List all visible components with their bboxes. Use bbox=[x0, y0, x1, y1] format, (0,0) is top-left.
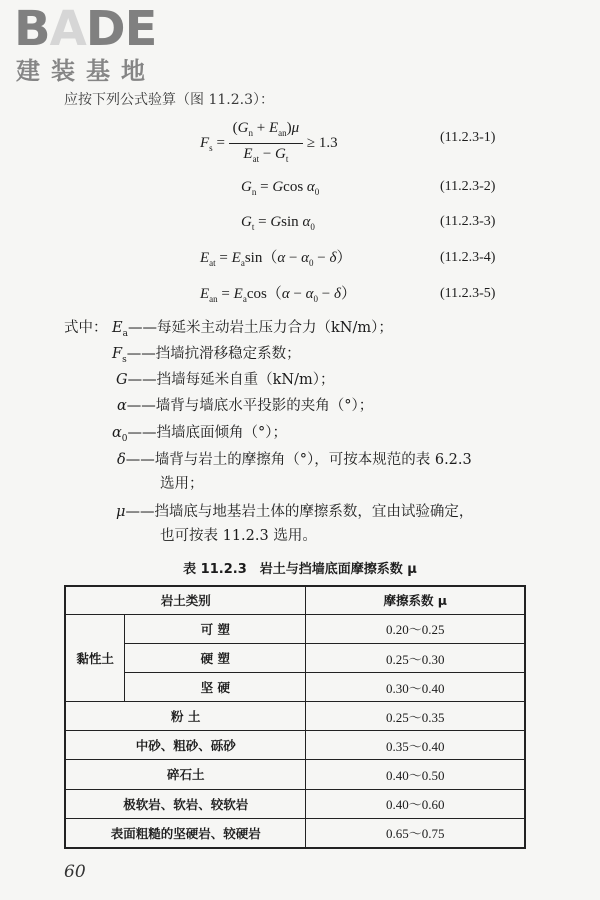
definition-text: ——墙背与墙底水平投影的夹角（°）； bbox=[126, 398, 374, 414]
intro-text: 应按下列公式验算（图 11.2.3）： bbox=[64, 92, 274, 108]
definition-text: ——挡墙抗滑移稳定系数； bbox=[126, 346, 301, 362]
table-row bbox=[65, 818, 525, 848]
row-type: 碎石土 bbox=[65, 760, 306, 789]
logo-subtitle: 建装基地 bbox=[16, 57, 156, 85]
definition-text: ——挡墙底面倾角（°）； bbox=[127, 425, 288, 441]
definition-text: ——每延米主动岩土压力合力（kN/m）； bbox=[127, 320, 393, 336]
table-row bbox=[65, 673, 525, 702]
table-row bbox=[65, 702, 525, 731]
definition-symbol: δ bbox=[117, 452, 126, 468]
formula-5: $E_{an} = E_a\cos(\alpha - \alpha_0 - \delta)$ bbox=[200, 286, 356, 304]
row-type: 表面粗糙的坚硬岩、较硬岩 bbox=[65, 818, 306, 848]
table-row bbox=[65, 789, 525, 818]
formula-4: $E_{at} = E_a\sin(\alpha - \alpha_0 - \delta)$ bbox=[200, 250, 352, 268]
row-value: 0.65～0.75 bbox=[306, 818, 525, 848]
table-row bbox=[65, 731, 525, 760]
definition-symbol: $F_s$ bbox=[112, 346, 127, 365]
definition-text: ——墙背与岩土的摩擦角（°），可按本规范的表 6.2.3 bbox=[125, 452, 472, 468]
definition-symbol: α bbox=[117, 398, 127, 414]
header-type: 岩土类别 bbox=[65, 586, 306, 614]
formula-3: $G_t = Gsin$ $\alpha_0$ bbox=[241, 214, 315, 232]
row-value: 0.30～0.40 bbox=[306, 673, 525, 702]
row-value: 0.40～0.60 bbox=[306, 789, 525, 818]
bade-logo: BADE bbox=[14, 1, 157, 57]
row-type: 中砂、粗砂、砾砂 bbox=[65, 731, 306, 760]
row-value: 0.40～0.50 bbox=[306, 760, 525, 789]
definition-continuation: 选用； bbox=[160, 476, 204, 492]
table-header-row bbox=[65, 586, 525, 614]
formula-3-number: (11.2.3-3) bbox=[440, 214, 496, 229]
row-value: 0.25～0.30 bbox=[306, 643, 525, 672]
friction-coefficient-table bbox=[64, 585, 526, 849]
definition-symbol: G bbox=[116, 372, 128, 388]
formula-2-number: (11.2.3-2) bbox=[440, 179, 496, 194]
group-label: 黏性土 bbox=[65, 614, 125, 701]
definition-text: ——挡墙每延米自重（kN/m）； bbox=[127, 372, 335, 388]
row-type: 粉 土 bbox=[65, 702, 306, 731]
formula-1: $F_s$ = $\frac{(G_n + E_{an})\mu}{E_{at} - G_t}$ ≥ 1.3 bbox=[200, 120, 338, 164]
row-value: 0.25～0.35 bbox=[306, 702, 525, 731]
table-caption: 表 11.2.3 岩土与挡墙底面摩擦系数 μ bbox=[183, 562, 417, 577]
table-row bbox=[65, 614, 525, 643]
header-coefficient: 摩擦系数 μ bbox=[306, 586, 525, 614]
definitions-lead: 式中： bbox=[64, 320, 108, 336]
definition-continuation: 也可按表 11.2.3 选用。 bbox=[160, 528, 317, 544]
formula-4-number: (11.2.3-4) bbox=[440, 250, 496, 265]
definition-symbol: $E_a$ bbox=[112, 320, 128, 339]
row-value: 0.35～0.40 bbox=[306, 731, 525, 760]
row-type: 极软岩、软岩、较软岩 bbox=[65, 789, 306, 818]
row-type: 坚 硬 bbox=[125, 673, 306, 702]
table-row bbox=[65, 643, 525, 672]
row-type: 硬 塑 bbox=[125, 643, 306, 672]
definition-symbol: $\alpha_0$ bbox=[112, 425, 128, 444]
formula-2: $G_n = Gcos$ $\alpha_0$ bbox=[241, 179, 320, 197]
row-value: 0.20～0.25 bbox=[306, 614, 525, 643]
formula-1-number: (11.2.3-1) bbox=[440, 130, 496, 145]
definition-symbol: μ bbox=[116, 504, 126, 520]
row-type: 可 塑 bbox=[125, 614, 306, 643]
definition-item bbox=[112, 421, 287, 451]
definition-item bbox=[117, 394, 373, 424]
formula-5-number: (11.2.3-5) bbox=[440, 286, 496, 301]
page-number: 60 bbox=[64, 862, 86, 882]
definition-text: ——挡墙底与地基岩土体的摩擦系数，宜由试验确定， bbox=[125, 504, 474, 520]
table-row bbox=[65, 760, 525, 789]
